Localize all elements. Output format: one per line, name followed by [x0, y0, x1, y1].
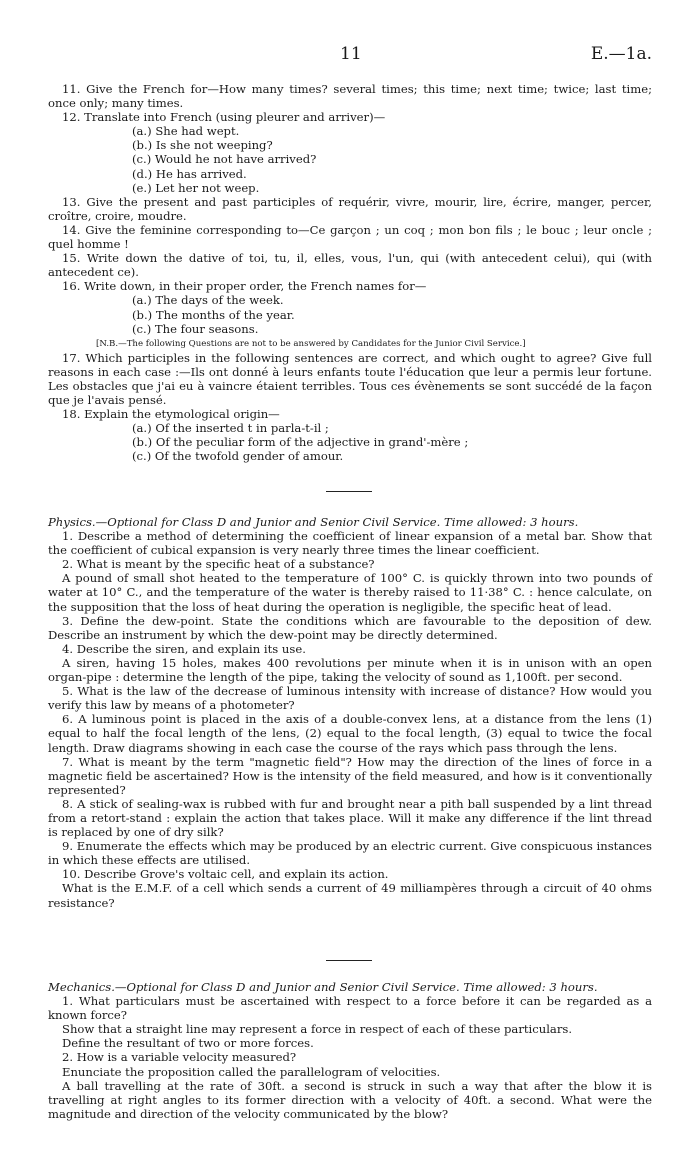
question-12-item-d: (d.) He has arrived. — [132, 166, 247, 181]
question-16-item-a: (a.) The days of the week. — [132, 293, 284, 308]
question-18-item-b: (b.) Of the peculiar form of the adjective in grand'-mère ; — [132, 435, 469, 450]
physics-para: 8. A stick of sealing-wax is rubbed with fur and brought near a pith ball suspended by a lint thread from a retort-stand : explain the action that takes place. Will it make any difference if the lint thread is replaced by one of dry silk? — [48, 796, 652, 840]
mechanics-para: Define the resultant of two or more forces. — [62, 1036, 314, 1051]
question-12: 12. Translate into French (using pleurer and arriver)— — [62, 110, 386, 125]
question-18: 18. Explain the etymological origin— — [62, 407, 280, 422]
physics-para: 9. Enumerate the effects which may be produced by an electric current. Give conspicuous instances in which these effects are utilised. — [48, 839, 652, 868]
question-16: 16. Write down, in their proper order, the French names for— — [62, 279, 427, 294]
physics-para: 5. What is the law of the decrease of luminous intensity with increase of distance? How would you verify this law by means of a photometer? — [48, 684, 652, 713]
question-12-item-c: (c.) Would he not have arrived? — [132, 152, 317, 167]
physics-para: 2. What is meant by the specific heat of a substance? — [62, 557, 375, 572]
question-14: 14. Give the feminine corresponding to—Ce garçon ; un coq ; mon bon fils ; le bouc ; leur oncle ; quel homme ! — [48, 222, 652, 252]
mechanics-para: Show that a straight line may represent a force in respect of each of these particulars. — [62, 1022, 573, 1037]
mechanics-para: A ball travelling at the rate of 30ft. a second is struck in such a way that after the blow it is travelling at right angles to its former direction with a velocity of 40ft. a second. What were the magnitude and direction of the velocity communicated by the blow? — [48, 1078, 652, 1121]
physics-para: A siren, having 15 holes, makes 400 revolutions per minute when it is in unison with an open organ-pipe : determine the length of the pipe, taking the velocity of sound as 1,100ft. per second. — [48, 655, 652, 685]
question-12-item-a: (a.) She had wept. — [132, 124, 240, 139]
question-13: 13. Give the present and past participles of requérir, vivre, mourir, lire, écrire, manger, percer, croître, croire, moudre. — [48, 194, 652, 223]
physics-heading: Physics.—Optional for Class D and Junior and Senior Civil Service. Time allowed: 3 hours. — [48, 515, 579, 529]
question-12-item-e: (e.) Let her not weep. — [132, 180, 260, 195]
physics-para: What is the E.M.F. of a cell which sends a current of 49 milliampères through a circuit of 40 ohms resistance? — [48, 881, 652, 910]
mechanics-para: 2. How is a variable velocity measured? — [62, 1050, 297, 1065]
physics-para: 7. What is meant by the term "magnetic field"? How may the direction of the lines of force in a magnetic field be ascertained? How is the intensity of the field measured, and how is it conventionally represented? — [48, 754, 652, 797]
mechanics-section — [48, 980, 652, 1121]
mechanics-para: 1. What particulars must be ascertained with respect to a force before it can be regarded as a known force? — [48, 994, 652, 1023]
mechanics-heading: Mechanics.—Optional for Class D and Junior and Senior Civil Service. Time allowed: 3 hours. — [48, 980, 598, 994]
question-18-item-c: (c.) Of the twofold gender of amour. — [132, 449, 344, 464]
mechanics-para: Enunciate the proposition called the parallelogram of velocities. — [62, 1064, 441, 1079]
question-17: 17. Which participles in the following sentences are correct, and which ought to agree? Give full reasons in each case :—Ils ont donné à leurs enfants toute l'éducation que leur a permis leur fortune. Les obstacles que j'ai eu à vaincre étaient terribles. Tous ces évènements se sont succédé de la façon que je l'avais pensé. — [48, 350, 652, 407]
question-16-item-c: (c.) The four seasons. — [132, 321, 259, 336]
section-divider — [326, 960, 372, 961]
physics-para: A pound of small shot heated to the temperature of 100° C. is quickly thrown into two pounds of water at 10° C., and the temperature of the water is thereby raised to 11·38° C. : hence calculate, on the supposition that the loss of heat during the operation is negligible, the specific heat of lead. — [48, 571, 652, 614]
physics-para: 10. Describe Grove's voltaic cell, and explain its action. — [62, 867, 389, 882]
nb-note: [N.B.—The following Questions are not to be answered by Candidates for the Junior Civil Service.] — [96, 338, 526, 349]
physics-para: 4. Describe the siren, and explain its use. — [62, 641, 306, 656]
physics-para: 6. A luminous point is placed in the axis of a double-convex lens, at a distance from the lens (1) equal to half the focal length of the lens, (2) equal to the focal length, (3) equal to twice the focal length. Draw diagrams showing in each case the course of the rays which pass through the lens. — [48, 712, 652, 755]
physics-section — [48, 515, 652, 910]
question-12-item-b: (b.) Is she not weeping? — [132, 138, 273, 153]
physics-para: 3. Define the dew-point. State the conditions which are favourable to the deposition of dew. Describe an instrument by which the dew-point may be directly determined. — [48, 613, 652, 642]
page-reference: E.—1a. — [590, 44, 652, 64]
question-18-item-a: (a.) Of the inserted t in parla-t-il ; — [132, 421, 329, 436]
section-divider — [326, 491, 372, 492]
page-number: 11 — [340, 44, 362, 64]
question-11: 11. Give the French for—How many times? several times; this time; next time; twice; last time; once only; many times. — [48, 82, 652, 111]
physics-para: 1. Describe a method of determining the coefficient of linear expansion of a metal bar. Show that the coefficient of cubical expansion is very nearly three times the linear coefficient. — [48, 529, 652, 558]
question-16-item-b: (b.) The months of the year. — [132, 307, 295, 322]
question-15: 15. Write down the dative of toi, tu, il, elles, vous, l'un, qui (with antecedent celui), qui (with antecedent ce). — [48, 251, 652, 280]
french-questions — [48, 82, 652, 463]
